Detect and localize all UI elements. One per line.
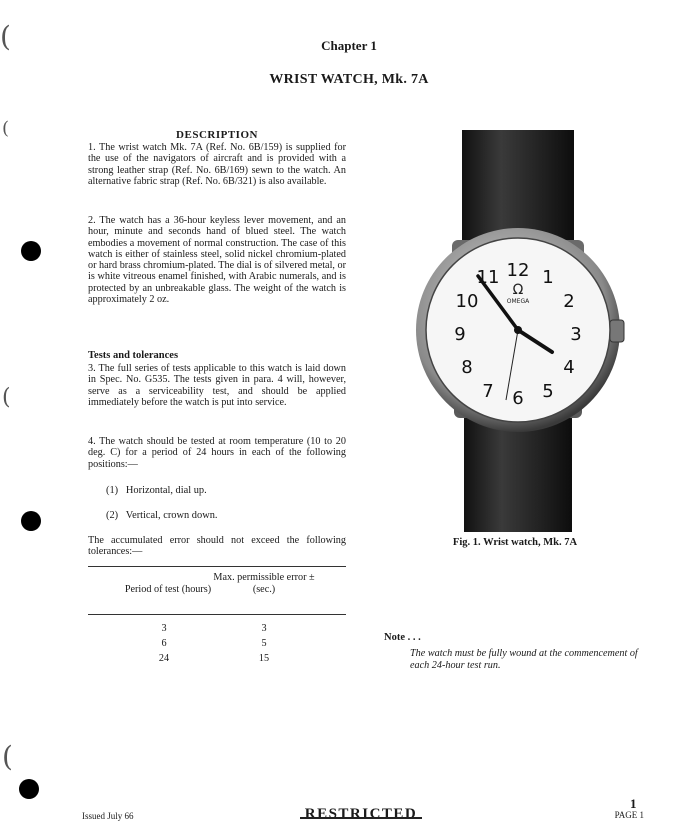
punch-hole [19, 779, 39, 799]
paragraph-text: 2. The watch has a 36-hour keyless lever movement, and an hour, minute and seconds hand of blued steel. The watch embodies a movement of normal construction. The case of this watch is either of stainless steel, solid nickel chromium-plated or hard brass chromium-plated. The dial is of silvered metal, or is white vitreous enamel finished, with Arabic numerals, and is protected by an unbreakable glass. The weight of the watch is approximately 2 oz. [88, 215, 346, 306]
margin-bracket-mark: ( [0, 20, 11, 53]
dial-numeral: 4 [563, 357, 575, 378]
classification-strikethrough [300, 817, 422, 819]
paragraph-1 [88, 142, 346, 187]
dial-numeral: 12 [506, 260, 530, 281]
paragraph-text: 1. The wrist watch Mk. 7A (Ref. No. 6B/159) is supplied for the use of the navigators of aircraft and is provided with a strong leather strap (Ref. No. 6B/169) sewn to the watch. An alternative fabric strap (Ref. No. 6B/321) is also available. [88, 142, 346, 187]
dial-numeral: 6 [512, 388, 524, 409]
crown [610, 320, 624, 342]
paragraph-text: 3. The full series of tests applicable to this watch is laid down in Spec. No. G535. The tests given in para. 4 will, however, serve as a serviceability test, and should be applied immediately before the watch is put into service. [88, 363, 346, 408]
section-heading-description: DESCRIPTION [176, 129, 258, 141]
list-text: Vertical, crown down. [125, 510, 218, 521]
brand-name: OMEGA [506, 298, 530, 305]
punch-hole [21, 241, 41, 261]
dial-numeral: 9 [454, 324, 466, 345]
table-top-rule [88, 566, 346, 567]
page-number-large: 1 [630, 796, 637, 811]
paragraph-4 [88, 436, 346, 470]
paragraph-3 [88, 363, 346, 408]
wrist-watch-photo [404, 130, 626, 532]
dial-numeral: 10 [455, 291, 479, 312]
paragraph-text: The accumulated error should not exceed the following tolerances:— [88, 535, 346, 558]
page-label: PAGE 1 [614, 810, 644, 820]
table-cell-error: 5 [261, 638, 267, 649]
table-header-period: Period of test (hours) [124, 584, 212, 595]
list-number: (1) [106, 485, 119, 496]
margin-bracket-mark: ( [2, 740, 13, 773]
table-header-rule [88, 614, 346, 615]
margin-bracket-mark: ( [2, 385, 11, 410]
table-cell-period: 3 [161, 623, 167, 634]
list-item [106, 485, 207, 496]
margin-bracket-mark: ( [2, 118, 10, 139]
dial-numeral: 11 [476, 267, 500, 288]
omega-logo-icon: Ω [512, 282, 524, 298]
punch-hole [21, 511, 41, 531]
hand-pivot [514, 326, 522, 334]
dial-numeral: 8 [461, 357, 473, 378]
note-label: Note . . . [384, 632, 421, 643]
table-header-error: Max. permissible error ± (sec.) [213, 572, 315, 595]
table-cell-period: 24 [158, 653, 170, 664]
table-cell-error: 15 [258, 653, 270, 664]
chapter-heading: Chapter 1 [321, 38, 377, 53]
issue-date: Issued July 66 [82, 811, 134, 821]
dial-numeral: 3 [570, 324, 582, 345]
paragraph-2 [88, 215, 346, 305]
table-cell-period: 6 [161, 638, 167, 649]
list-item [106, 510, 218, 521]
table-cell-error: 3 [261, 623, 267, 634]
page-title: WRIST WATCH, Mk. 7A [269, 72, 429, 87]
note-text: The watch must be fully wound at the commencement of each 24-hour test run. [410, 648, 638, 671]
dial-numeral: 2 [563, 291, 575, 312]
list-text: Horizontal, dial up. [125, 485, 207, 496]
dial-numeral: 7 [482, 381, 494, 402]
paragraph-text: 4. The watch should be tested at room temperature (10 to 20 deg. C) for a period of 24 hours in each of the following positions:— [88, 436, 346, 470]
classification-stamp: RESTRICTED [304, 806, 418, 822]
list-number: (2) [106, 510, 119, 521]
dial-numeral: 1 [542, 267, 554, 288]
section-heading-tests: Tests and tolerances [88, 350, 179, 361]
tolerance-intro [88, 535, 346, 558]
figure-caption: Fig. 1. Wrist watch, Mk. 7A [452, 537, 578, 548]
dial-numeral: 5 [542, 381, 554, 402]
